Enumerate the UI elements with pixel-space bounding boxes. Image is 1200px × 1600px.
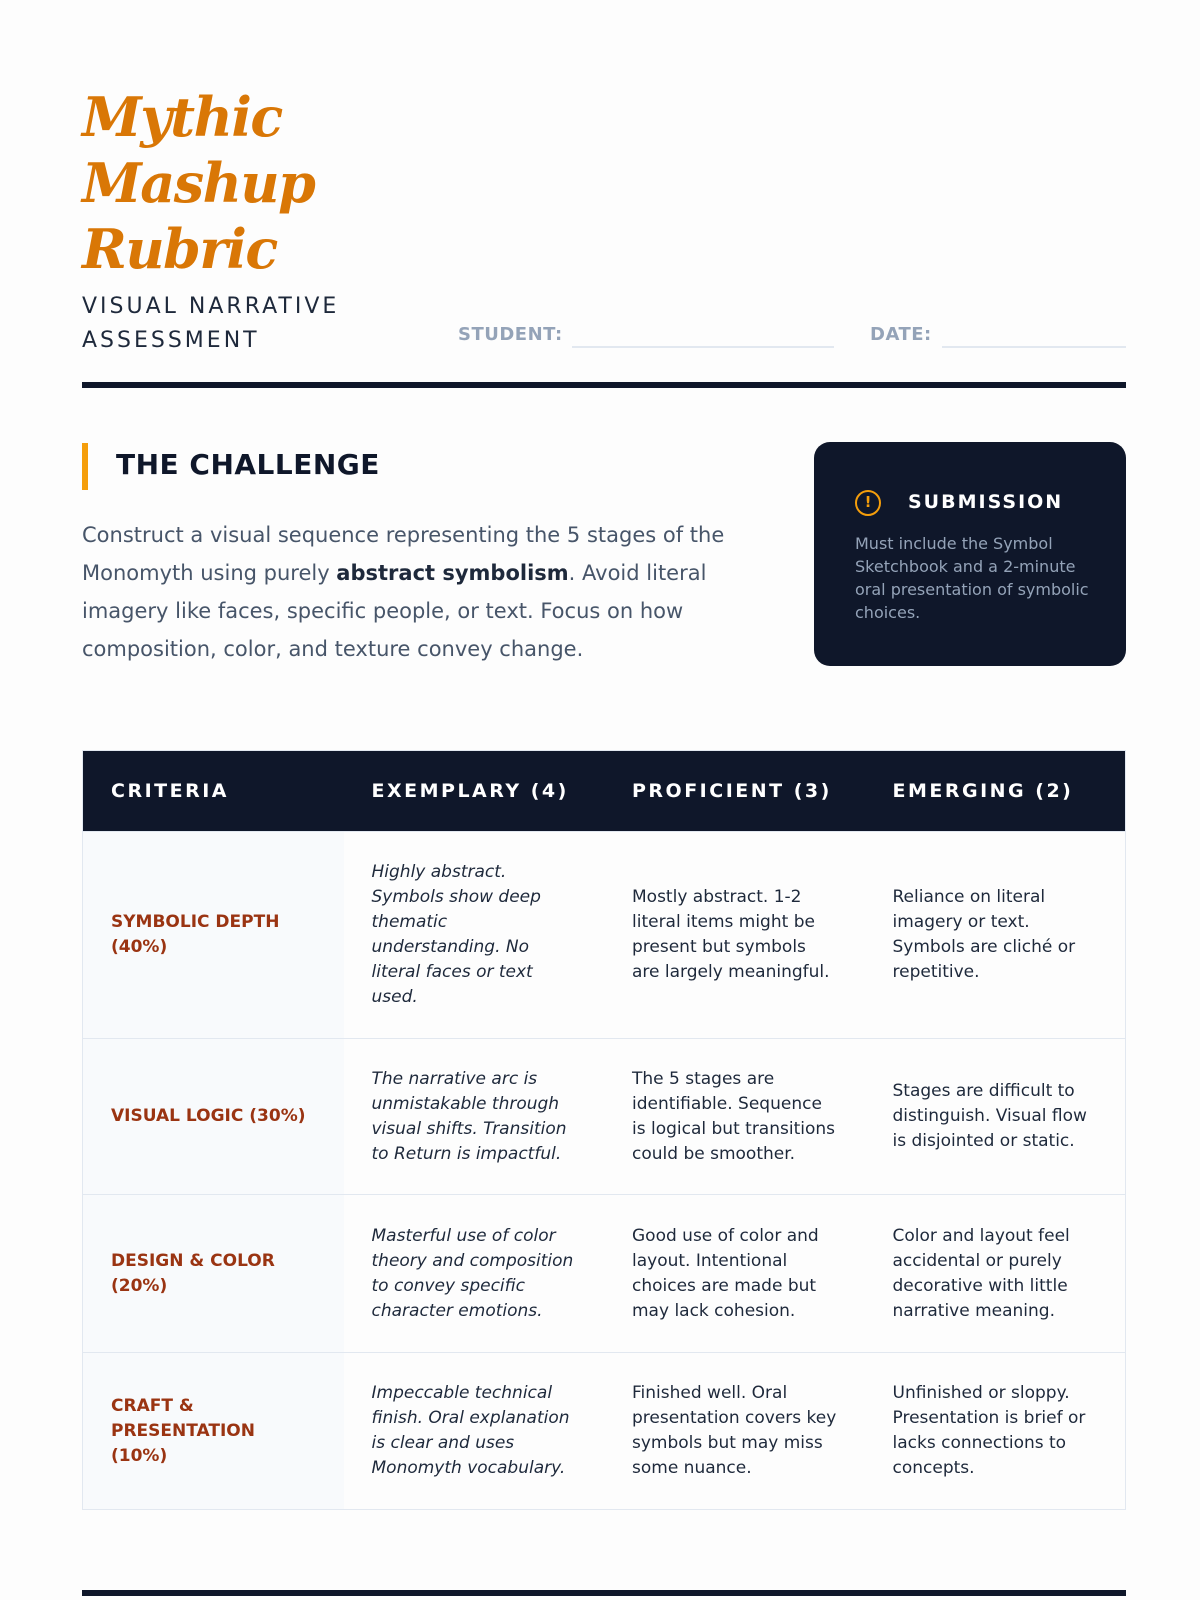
date-field[interactable] [942, 346, 1126, 348]
date-label: DATE: [870, 324, 932, 345]
exemplary-text: Highly abstract. Symbols show deep thematic understanding. No literal faces or text used. [371, 862, 541, 1007]
criteria-cell [83, 1353, 344, 1509]
header-emerging: EMERGING (2) [892, 780, 1074, 802]
header-exemplary: EXEMPLARY (4) [371, 780, 569, 802]
proficient-text: The 5 stages are identifiable. Sequence is logical but transitions could be smoother. [632, 1068, 835, 1164]
emerging-text: Reliance on literal imagery or text. Symbols are cliché or repetitive. [892, 887, 1076, 982]
emerging-text: Unfinished or sloppy. Presentation is brief or lacks connections to concepts. [892, 1383, 1086, 1478]
title-line: Rubric [82, 217, 277, 281]
table-row [83, 1038, 1125, 1194]
criteria-label: SYMBOLIC DEPTH (40%) [111, 912, 280, 957]
page-title [82, 84, 442, 282]
challenge-text-end: . Avoid literal imagery like faces, specific people, or text. Focus on how composition, color, and texture convey change. [82, 561, 707, 661]
exemplary-text: Masterful use of color theory and composition to convey specific character emotions. [371, 1225, 574, 1321]
header-proficient: PROFICIENT (3) [632, 780, 832, 802]
emerging-text: Color and layout feel accidental or purely decorative with little narrative meaning. [892, 1225, 1070, 1321]
submission-title: SUBMISSION [908, 491, 1064, 513]
exemplary-text: The narrative arc is unmistakable through visual shifts. Transition to Return is impactful. [371, 1068, 567, 1164]
challenge-text-emphasis: abstract symbolism [336, 561, 569, 585]
exemplary-text: Impeccable technical finish. Oral explanation is clear and uses Monomyth vocabulary. [371, 1383, 570, 1478]
table-row [83, 1352, 1125, 1509]
exemplary-cell [344, 832, 605, 1038]
criteria-label: VISUAL LOGIC (30%) [111, 1106, 306, 1126]
criteria-cell [83, 832, 344, 1038]
proficient-cell [604, 1353, 865, 1509]
proficient-cell [604, 1039, 865, 1194]
header-divider [82, 382, 1126, 388]
table-row [83, 1194, 1125, 1352]
table-row [83, 831, 1125, 1038]
page-subtitle: VISUAL NARRATIVE ASSESSMENT [82, 294, 340, 353]
proficient-text: Mostly abstract. 1-2 literal items might be present but symbols are largely meaningful. [632, 887, 830, 982]
proficient-text: Good use of color and layout. Intentional choices are made but may lack cohesion. [632, 1225, 819, 1321]
rubric-page [82, 0, 1126, 1600]
challenge-accent-bar [82, 443, 88, 490]
emerging-cell [865, 832, 1126, 1038]
criteria-label: CRAFT & PRESENTATION (10%) [111, 1395, 255, 1466]
proficient-cell [604, 1195, 865, 1352]
emerging-text: Stages are difficult to distinguish. Visual flow is disjointed or static. [892, 1081, 1087, 1151]
submission-text: Must include the Symbol Sketchbook and a 2-minute oral presentation of symbolic choices. [855, 534, 1089, 622]
proficient-cell [604, 832, 865, 1038]
submission-card [814, 442, 1126, 666]
criteria-cell [83, 1195, 344, 1352]
challenge-text-start: Construct a visual sequence representing the 5 stages of the Monomyth using purely [82, 523, 725, 585]
proficient-text: Finished well. Oral presentation covers key symbols but may miss some nuance. [632, 1383, 837, 1478]
title-line: Mashup [82, 151, 315, 215]
exemplary-cell [344, 1039, 605, 1194]
challenge-description [82, 516, 782, 668]
alert-circle-icon: ! [855, 490, 881, 516]
criteria-label: DESIGN & COLOR (20%) [111, 1250, 275, 1296]
rubric-header-row [83, 751, 1125, 831]
challenge-heading: THE CHALLENGE [116, 448, 380, 481]
student-label: STUDENT: [458, 324, 563, 345]
rubric-table [82, 750, 1126, 1510]
exemplary-cell [344, 1353, 605, 1509]
exemplary-cell [344, 1195, 605, 1352]
emerging-cell [865, 1039, 1126, 1194]
criteria-cell [83, 1039, 344, 1194]
header-criteria: CRITERIA [111, 780, 229, 802]
emerging-cell [865, 1353, 1126, 1509]
student-field[interactable] [572, 346, 834, 348]
footer-divider [82, 1590, 1126, 1596]
title-line: Mythic [82, 85, 282, 149]
emerging-cell [865, 1195, 1126, 1352]
